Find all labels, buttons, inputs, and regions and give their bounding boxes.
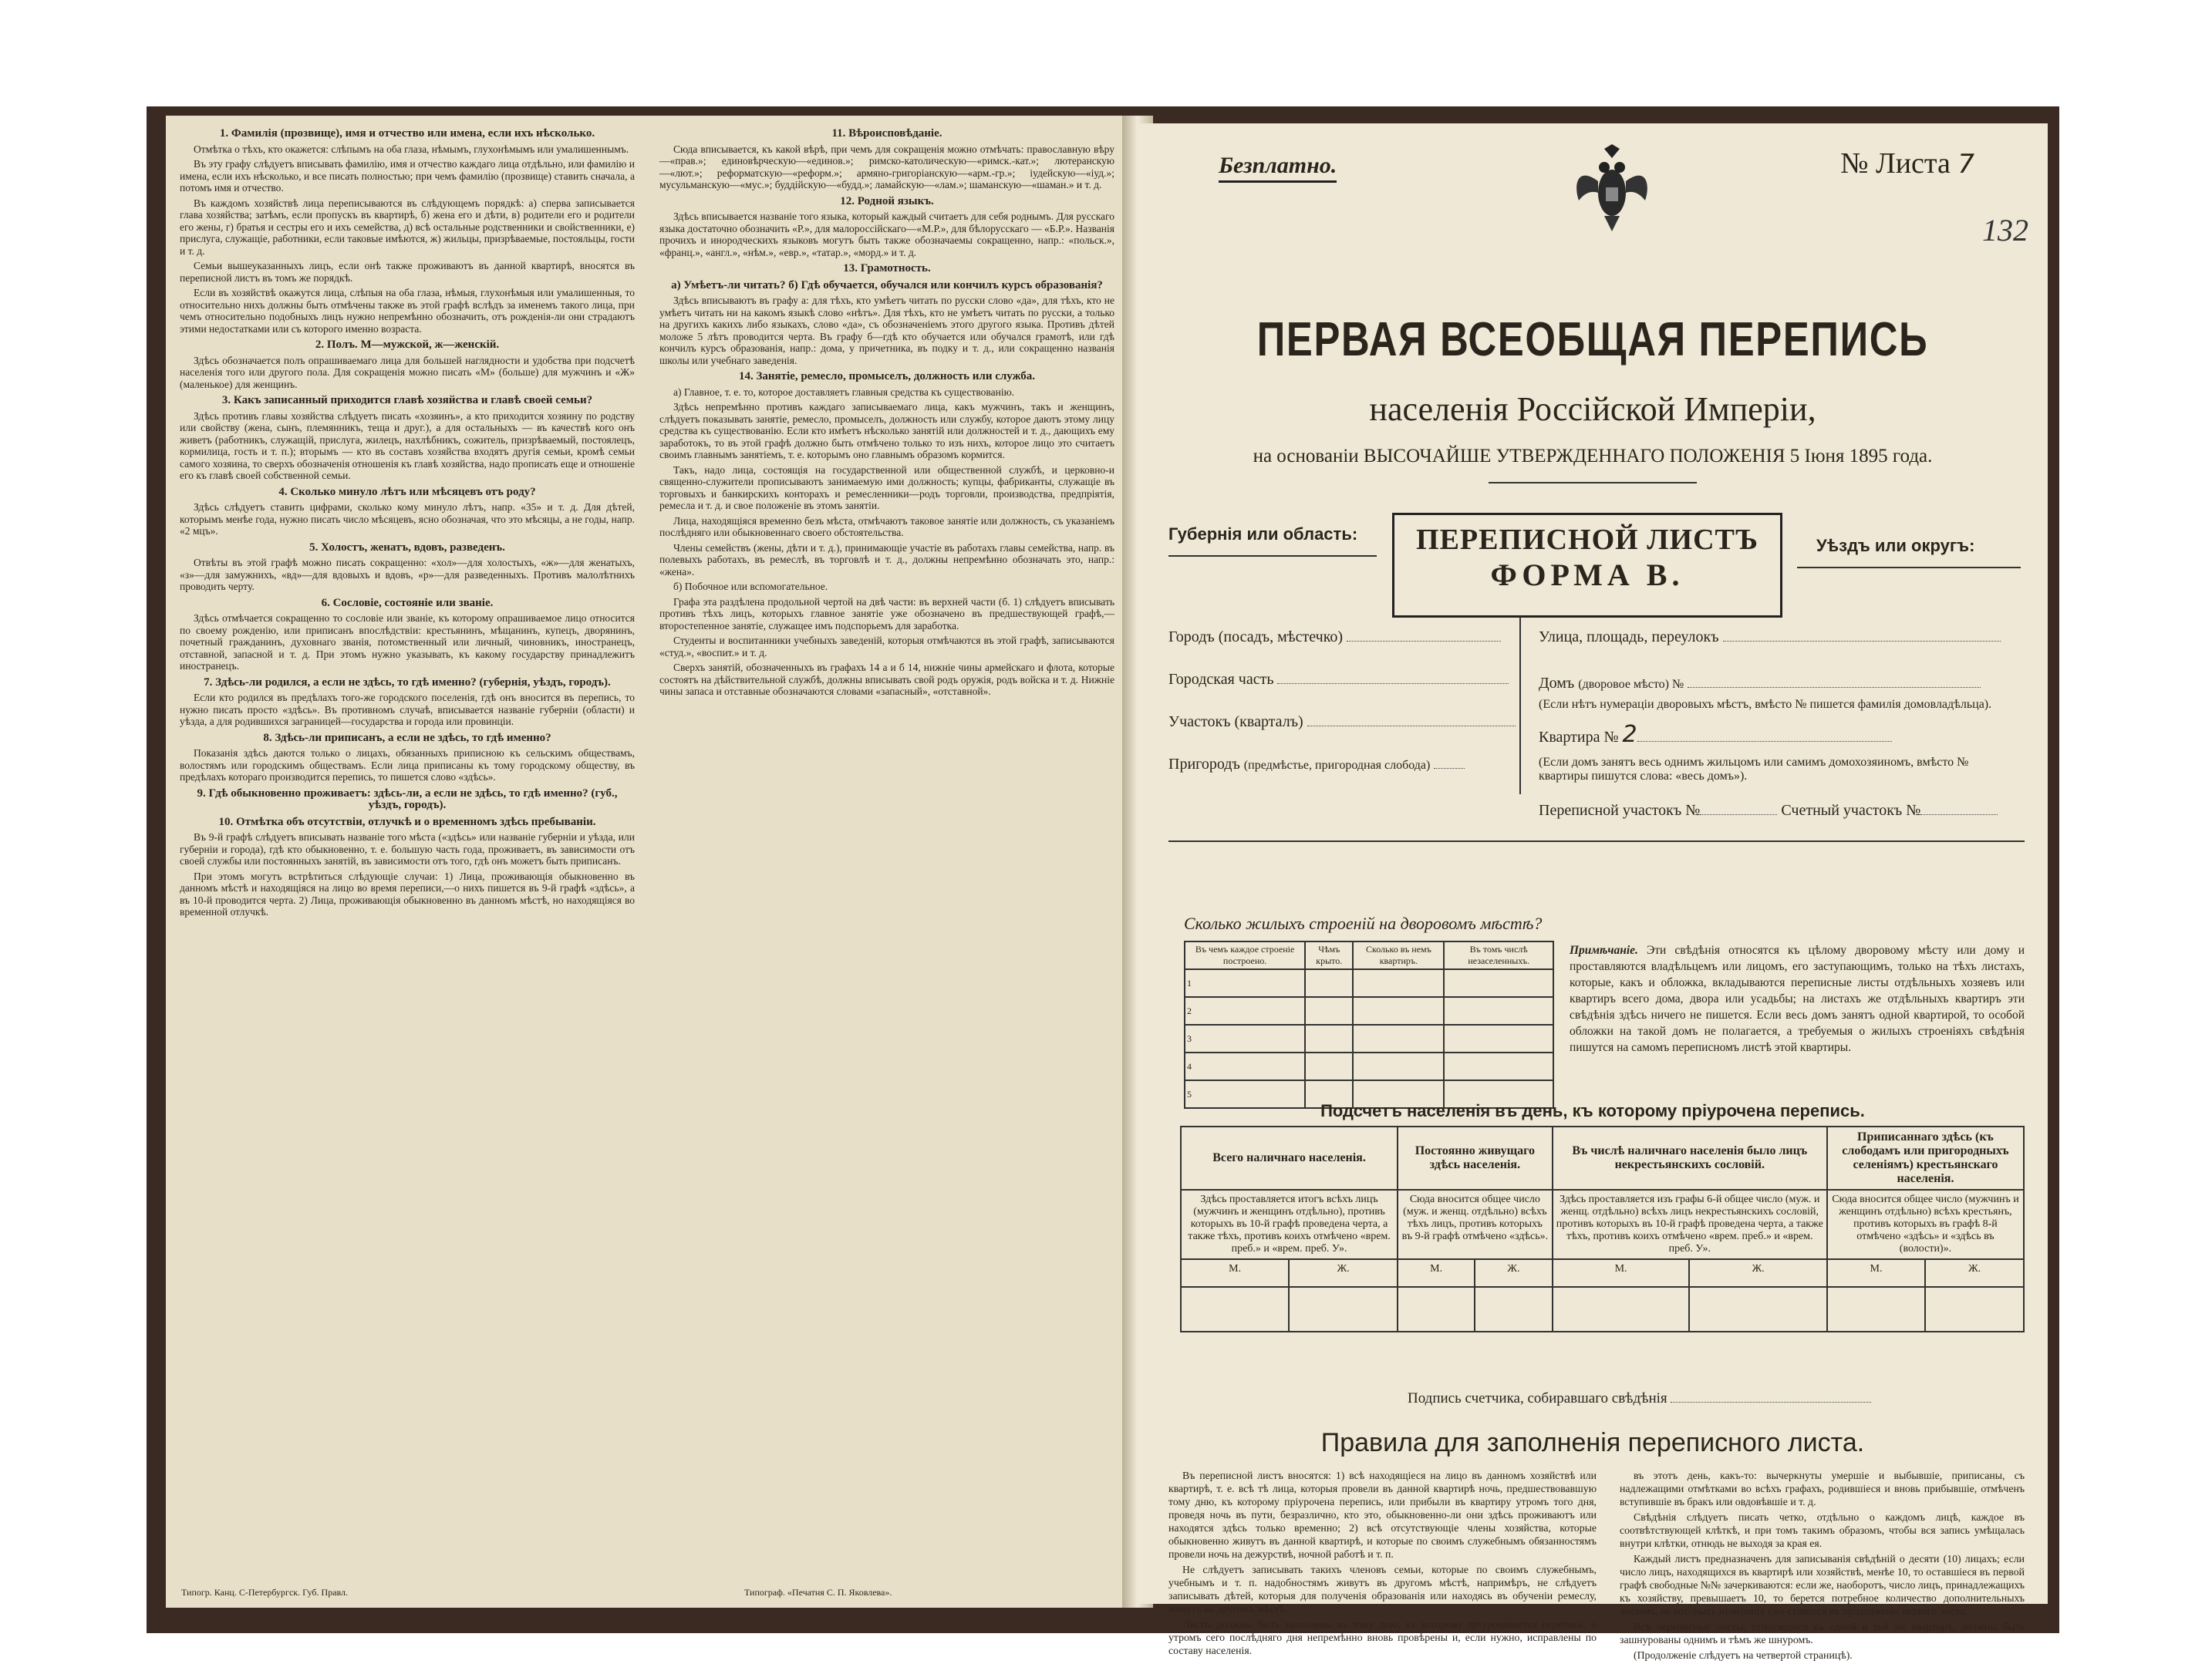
imperial-eagle-emblem bbox=[1570, 143, 1654, 239]
field-prig bbox=[1168, 756, 1465, 773]
rule-paragraph: Въ переписной листъ вносятся: 1) всѣ находящіеся на лицо въ данномъ хозяйствѣ или квартирѣ, т. е. всѣ тѣ лица, которыя провели въ данной квартирѣ ночь, предшествовавшую тому дню, къ которому пріурочена перепись, или прибыли въ квартиру утромъ того дня, проведя ночь въ пути, безразлично, кто это, обыкновенно-ли они здѣсь проживаютъ или находятся здѣсь только временно; 2) всѣ отсутствующіе члены хозяйства, которые обыкновенно живутъ въ данной квартирѣ, и которые по своимъ служебнымъ обязанностямъ провели ночь на дежурствѣ, ночной работѣ и т. п. bbox=[1168, 1470, 1597, 1560]
section-heading: 8. Здѣсь-ли приписанъ, а если не здѣсь, то гдѣ именно? bbox=[263, 731, 551, 744]
sheet-number bbox=[1840, 147, 1974, 180]
count-table bbox=[1180, 1126, 2025, 1332]
paragraph: Графа эта раздѣлена продольной чертой на двѣ части: въ верхней части (б. 1) слѣдуетъ вписывать противъ тѣхъ лицъ, которыхъ главное занятіе уже обозначено въ предшествующей графѣ,—второстепенное занятіе, служащее имъ подспорьемъ для заработка. bbox=[659, 595, 1114, 632]
t1-header-roof: Чѣмъ крыто. bbox=[1305, 941, 1353, 969]
address-divider bbox=[1519, 617, 1521, 794]
field-house bbox=[1539, 675, 1981, 692]
t2-header-total: Всего наличнаго населенія. bbox=[1181, 1127, 1398, 1190]
t2-desc-permanent: Сюда вносится общее число (муж. и женщ. отдѣльно) всѣхъ тѣхъ лицъ, противъ которыхъ въ 9-й графѣ отмѣчено «здѣсь». bbox=[1398, 1190, 1553, 1259]
uezd-label: Уѣздъ или округъ: bbox=[1816, 536, 1975, 555]
section-heading: 2. Полъ. М—мужской, ж—женскій. bbox=[315, 339, 500, 351]
paragraph: Отмѣтка о тѣхъ, кто окажется: слѣпымъ на оба глаза, нѣмымъ, глухонѣмымъ или умалишеннымъ. bbox=[194, 143, 629, 155]
row-number: 3 bbox=[1185, 1025, 1305, 1053]
t1-header-apts: Сколько въ немъ квартиръ. bbox=[1353, 941, 1444, 969]
paragraph: Сверхъ занятій, обозначенныхъ въ графахъ 14 а и б 14, нижніе чины армейскаго и флота, которые состоятъ на дѣйствительной службѣ, должны вписывать свой родъ оружія, родъ войска и т. д. Нижніе чины запаса и отставные обозначаются словами «запасный», «отставной». bbox=[659, 662, 1114, 697]
count-heading: Подсчетъ населенія въ день, къ которому пріурочена перепись. bbox=[1320, 1101, 1865, 1120]
right-page bbox=[1138, 123, 2048, 1661]
col-m: М. bbox=[1553, 1259, 1690, 1287]
note-block bbox=[1570, 942, 2025, 1056]
field-uch-label: Участокъ (кварталъ) bbox=[1168, 713, 1303, 730]
main-title: ПЕРВАЯ ВСЕОБЩАЯ ПЕРЕПИСЬ bbox=[1256, 313, 1929, 366]
col-zh: Ж. bbox=[1475, 1259, 1552, 1287]
col-m: М. bbox=[1181, 1259, 1289, 1287]
paragraph: б) Побочное или вспомогательное. bbox=[673, 581, 828, 592]
paragraph: Въ 9-й графѣ слѣдуетъ вписывать названіе того мѣста («здѣсь» или названіе губерніи и уѣзда, или губерніи и города), гдѣ кто обыкновенно, т. е. большую часть года, проживаетъ, въ зависимости отъ своей службы или постоянныхъ занятій, въ зависимости отъ того, гдѣ онъ можетъ быть приписанъ. bbox=[180, 831, 635, 867]
section-heading: 10. Отмѣтка объ отсутствіи, отлучкѣ и о временномъ здѣсь пребываніи. bbox=[218, 815, 596, 828]
paragraph: При этомъ могутъ встрѣтиться слѣдующіе случаи: 1) Лица, проживающія обыкновенно въ данномъ мѣстѣ и находящіяся на лицо во время переписи,—о нихъ пишется въ 9-й графѣ «здѣсь», а въ 10-й проводится черта. 2) Лица, проживающія обыкновенно въ данномъ мѣстѣ, но находящіяся во временной отлучкѣ. bbox=[180, 870, 635, 918]
table-row bbox=[1185, 1053, 1553, 1080]
form-letter: ФОРМА В. bbox=[1490, 557, 1684, 592]
field-house-label: Домъ bbox=[1539, 675, 1575, 692]
table-row bbox=[1185, 1025, 1553, 1053]
field-uch bbox=[1168, 713, 1516, 731]
field-prig-note: (предмѣстье, пригородная слобода) bbox=[1243, 759, 1431, 772]
col-m: М. bbox=[1398, 1259, 1475, 1287]
field-kv-note: (Если домъ занятъ весь однимъ жильцомъ или самимъ домохозяиномъ, вмѣсто № квартиры пишутся слова: «весь домъ»). bbox=[1539, 756, 1969, 783]
dwellings-table bbox=[1184, 941, 1554, 1109]
t1-header-built: Въ чемъ каждое строеніе построено. bbox=[1185, 941, 1305, 969]
field-street-label: Улица, площадь, переулокъ bbox=[1539, 628, 1719, 645]
decree-line: на основаніи ВЫСОЧАЙШЕ УТВЕРЖДЕННАГО ПОЛОЖЕНІЯ 5 Іюня 1895 года. bbox=[1253, 446, 1933, 467]
imprint-left: Типогр. Канц. С-Петербургск. Губ. Правл. bbox=[181, 1587, 349, 1598]
handwritten-number: 132 bbox=[1982, 213, 2028, 248]
section-heading: 1. Фамилія (прозвище), имя и отчество или имена, если ихъ нѣсколько. bbox=[219, 127, 595, 140]
imprint-right: Типограф. «Печатня С. П. Яковлева». bbox=[744, 1587, 892, 1598]
row-number: 2 bbox=[1185, 997, 1305, 1025]
paragraph: Въ эту графу слѣдуетъ вписывать фамилію, имя и отчество каждаго лица отдѣльно, или фамилію и имена, если ихъ нѣсколько, и все писать полностью; при чемъ фамилію (прозвище) ставить сначала, а потомъ имя и отчество. bbox=[180, 158, 635, 194]
field-perep bbox=[1539, 802, 1998, 820]
form-box bbox=[1392, 513, 1782, 618]
sheet-number-value: 7 bbox=[1957, 149, 1974, 180]
paragraph: Студенты и воспитанники учебныхъ заведеній, которыя отмѣчаются въ этой графѣ, записываются «студ.», «воспит.» и т. д. bbox=[659, 635, 1114, 659]
sheet-number-label: № Листа bbox=[1840, 147, 1951, 180]
paragraph: Здѣсь вписываютъ въ графу а: для тѣхъ, кто умѣетъ читать по русски слово «да», для тѣхъ, кто не умѣетъ читать ни на какомъ языкѣ слово «нѣтъ». Для тѣхъ, кто не умѣетъ читать по русски, а только на другихъ какихъ либо языкахъ, слово «да», съ обозначеніемъ этого другого языка. Противъ дѣтей моложе 5 лѣтъ проводится черта. Въ графу б—гдѣ кто обучается или обучался грамотѣ, или гдѣ кончилъ курсъ образованія, напр.: дома, у причетника, въ подку и т. д., или сокращенно названія школы или учебнаго заведенія. bbox=[659, 295, 1114, 366]
paragraph: Лица, находящіяся временно безъ мѣста, отмѣчаютъ таковое занятіе или должность, съ указаніемъ послѣдняго или обыкновеннаго своего обстоятельства. bbox=[659, 514, 1114, 538]
paragraph: Здѣсь вписывается названіе того языка, который каждый считаетъ для себя роднымъ. Для русскаго языка достаточно обозначить «Р.», для малороссійскаго—«М.Р.», для бѣлорусскаго — «Б.Р.». Названія прочихъ и инородческихъ языковъ могутъ быть также обозначаемы сокращенно, напр.: «польск.», «франц.», «англ.», «нѣм.», «евр.», «татар.», «морд.» и т. д. bbox=[659, 211, 1114, 258]
col-zh: Ж. bbox=[1925, 1259, 2024, 1287]
row-number: 4 bbox=[1185, 1053, 1305, 1080]
dwellings-question: Сколько жилыхъ строеній на дворовомъ мѣстѣ? bbox=[1184, 914, 1543, 933]
field-street bbox=[1539, 628, 2001, 646]
section-heading: 11. Вѣроисповѣданіе. bbox=[831, 127, 942, 140]
paragraph: Въ каждомъ хозяйствѣ лица переписываются въ слѣдующемъ порядкѣ: а) сперва записывается глава хозяйства; затѣмъ, если пропускъ въ квартирѣ, б) жена его и дѣти, в) родители его и родители его жены, г) братья и сестры его и ихъ семейства, д) всѣ остальные родственники и свойственники, е) прислуга, служащіе, работники, если таковые имѣются, ж) жильцы, призрѣваемые, постояльцы, гости и т. д. bbox=[180, 197, 635, 257]
col-m: М. bbox=[1827, 1259, 1925, 1287]
left-column-2 bbox=[659, 123, 1114, 701]
field-kv bbox=[1539, 721, 1892, 748]
table-row bbox=[1181, 1287, 2024, 1332]
section-heading: 14. Занятіе, ремесло, промыселъ, должность или служба. bbox=[738, 370, 1036, 382]
t2-header-nonpeasant: Въ числѣ наличнаго населенія было лицъ некрестьянскихъ сословій. bbox=[1553, 1127, 1827, 1190]
paragraph: Члены семействъ (жены, дѣти и т. д.), принимающіе участіе въ работахъ главы семейства, напр. въ полевыхъ работахъ, въ ремеслѣ, въ торговлѣ и т. д., должны непремѣнно обозначать это, напр.: «жена». bbox=[659, 541, 1114, 578]
field-perep-label: Переписной участокъ № bbox=[1539, 802, 1701, 819]
section-heading: 7. Здѣсь-ли родился, а если не здѣсь, то гдѣ именно? (губернія, уѣздъ, городъ). bbox=[204, 675, 611, 689]
col-zh: Ж. bbox=[1689, 1259, 1826, 1287]
t2-header-permanent: Постоянно живущаго здѣсь населенія. bbox=[1398, 1127, 1553, 1190]
field-part-label: Городская часть bbox=[1168, 671, 1274, 688]
t1-header-empty: Въ томъ числѣ незаселенныхъ. bbox=[1444, 941, 1553, 969]
rule-paragraph: (Продолженіе слѣдуетъ на четвертой страницѣ). bbox=[1634, 1649, 1853, 1661]
section-heading: 13. Грамотность. bbox=[843, 262, 931, 275]
paragraph: Если кто родился въ предѣлахъ того-же городского поселенія, гдѣ онъ вносится въ перепись, то нужно писать просто «здѣсь». Въ противномъ случаѣ, вписывается названіе губерніи (области) и уѣзда, а для родившихся заграницей—государства и города или провинціи. bbox=[180, 692, 635, 727]
note-label: Примѣчаніе. bbox=[1570, 944, 1638, 957]
rules-heading: Правила для заполненія переписного листа. bbox=[1320, 1428, 1865, 1457]
rules-column-1 bbox=[1168, 1469, 1597, 1659]
title-rule bbox=[1489, 482, 1697, 483]
left-column-1 bbox=[180, 123, 635, 921]
col-zh: Ж. bbox=[1289, 1259, 1398, 1287]
paragraph: Здѣсь противъ главы хозяйства слѣдуетъ писать «хозяинъ», а кто приходится хозяину по родству или свойству (жена, сынъ, племянникъ, теща и друг.), а для остальныхъ — въ качествѣ кого онъ живетъ (работникъ, служащій, прислуга, жилецъ, нахлѣбникъ, сожитель, призрѣваемый, постоялецъ, кормилица, гость и т. п.); вторымъ — кто въ составъ хозяйства входятъ другія семьи, кромѣ семьи самого хозяина, то сверхъ обозначенія отношенія къ главѣ хозяйства, надо прописать еще и отношеніе его къ главѣ своей собственной семьи. bbox=[180, 409, 635, 481]
rule-paragraph: Каждый листъ предназначенъ для записыванія свѣдѣній о десяти (10) лицахъ; если число лицъ, находящихся въ квартирѣ или хозяйствѣ, менѣе 10, то оставшіеся въ первой графѣ свободные №№ зачеркиваются: если же, наоборотъ, число лицъ, принадлежащихъ къ хозяйству, превышаетъ 10, то берется потребное количество дополнительныхъ листовъ, въ которыхъ нумерація уже ставится въ продолженіе перваго листа. bbox=[1620, 1553, 2025, 1617]
note-text: Эти свѣдѣнія относятся къ цѣлому дворовому мѣсту или дому и проставляются владѣльцемъ или лицомъ, его заступающимъ, только на тѣхъ листахъ, которые, какъ и обложка, вкладываются переписные листы отдѣльныхъ хозяевъ или квартиръ всего дома, двора или усадьбы; на листахъ же отдѣльныхъ квартиръ эти свѣдѣнія здѣсь ничего не пишется. Если весь домъ занятъ одной квартирой, то особой обложки на такой домъ не полагается, а требуемыя о жилыхъ строеніяхъ свѣдѣнія пишутся на самомъ переписномъ листѣ этой квартиры. bbox=[1570, 944, 2025, 1054]
left-page bbox=[166, 116, 1134, 1608]
paragraph: Отвѣты въ этой графѣ можно писать сокращенно: «хол»—для холостыхъ, «ж»—для женатыхъ, «з»—для замужнихъ, «вд»—для вдовыхъ и вдовъ, «р»—для разведенныхъ. Противъ малолѣтнихъ проводить черту. bbox=[180, 557, 635, 592]
section-heading: 6. Сословіе, состояніе или званіе. bbox=[321, 596, 494, 609]
t2-header-peasant: Приписаннаго здѣсь (къ слободамъ или пригородныхъ селеніямъ) крестьянскаго населенія. bbox=[1827, 1127, 2024, 1190]
paragraph: Семьи вышеуказанныхъ лицъ, если онѣ также проживаютъ въ данной квартирѣ, вносятся въ переписной листъ въ томъ же порядкѣ. bbox=[180, 260, 635, 284]
free-label: Безплатно. bbox=[1219, 153, 1337, 183]
field-schet-label: Счетный участокъ № bbox=[1781, 802, 1921, 819]
signature-label: Подпись счетчика, собиравшаго свѣдѣнія bbox=[1408, 1390, 1667, 1406]
rule-paragraph: Не слѣдуетъ записывать такихъ членовъ семьи, которые по своимъ служебнымъ, учебнымъ и т. п. надобностямъ живутъ въ другомъ мѣстѣ, напримѣръ, не слѣдуетъ записывать дѣтей, которыя для полученія образованія или находясь въ обученіи ремеслу, живутъ въ другомъ мѣстѣ. bbox=[1168, 1564, 1597, 1615]
field-city bbox=[1168, 628, 1501, 646]
t2-desc-nonpeasant: Здѣсь проставляется изъ графы 6-й общее число (муж. и женщ. отдѣльно) всѣхъ лицъ некрестьянскихъ сословій, противъ которыхъ въ 10-й графѣ проведена черта, а также тѣхъ, противъ коихъ отмѣчено «врем. преб.» и «врем. преб. У». bbox=[1553, 1190, 1827, 1259]
row-number: 5 bbox=[1185, 1080, 1305, 1108]
table-row bbox=[1185, 969, 1553, 997]
counter-signature bbox=[1408, 1390, 1871, 1407]
table-row bbox=[1185, 997, 1553, 1025]
subtitle: населенія Россійской Имперіи, bbox=[1369, 390, 1816, 428]
paragraph: Здѣсь отмѣчается сокращенно то сословіе или званіе, къ которому опрашиваемое лицо относится по своему рожденію, или приписанъ впослѣдствіи: крестьянинъ, мѣщанинъ, купецъ, дворянинъ, почетный гражданинъ, духовнаго званія, потомственный или личный, чиновникъ, иностранецъ, отставной, запасной и т. д. При этомъ нужно указывать, къ какому государству принадлежитъ иностранецъ. bbox=[180, 612, 635, 672]
rules-column-2 bbox=[1620, 1469, 2025, 1664]
province-label: Губернія или область: bbox=[1168, 524, 1358, 544]
field-kv-value: 2 bbox=[1622, 721, 1637, 748]
province-line bbox=[1168, 555, 1377, 557]
field-house-sm: (дворовое мѣсто) № bbox=[1578, 678, 1684, 691]
t2-desc-peasant: Сюда вносится общее число (мужчинъ и женщинъ отдѣльно) всѣхъ крестьянъ, противъ которыхъ въ графѣ 8-й отмѣчено «здѣсь» и «здѣсь въ (волости)». bbox=[1827, 1190, 2024, 1259]
rule-paragraph: Свѣдѣнія слѣдуетъ писать четко, отдѣльно о каждомъ лицѣ, каждое въ соотвѣтствующей клѣткѣ, и при томъ такимъ образомъ, чтобы вся запись умѣщалась внутри клѣтки, отнюдь не выходя за края ея. bbox=[1620, 1511, 2025, 1549]
uezd-line bbox=[1797, 567, 2021, 568]
rule-paragraph: Всѣ переписные листы, относящіеся къ одной и той же квартирѣ, должны быть зашнурованы однимъ и тѣмъ же шнуромъ. bbox=[1620, 1621, 2025, 1645]
section-heading: 9. Гдѣ обыкновенно проживаетъ: здѣсь-ли, а если не здѣсь, то гдѣ именно? (губ., уѣздъ, городъ). bbox=[197, 787, 618, 811]
section-heading: 3. Какъ записанный приходится главѣ хозяйства и главѣ своей семьи? bbox=[221, 394, 593, 406]
t2-desc-total: Здѣсь проставляется итогъ всѣхъ лицъ (мужчинъ и женщинъ отдѣльно), противъ которыхъ въ 10-й графѣ проведена черта, а также тѣхъ, противъ коихъ отмѣчено «врем. преб.» и «врем. преб. У». bbox=[1181, 1190, 1398, 1259]
field-kv-label: Квартира № bbox=[1539, 729, 1619, 746]
row-number: 1 bbox=[1185, 969, 1305, 997]
section-heading: 12. Родной языкъ. bbox=[840, 194, 934, 207]
section-heading: 5. Холостъ, женатъ, вдовъ, разведенъ. bbox=[309, 541, 505, 554]
paragraph: Такъ, надо лица, состоящія на государственной или общественной службѣ, и церковно-и священно-служители прописываютъ занимаемую ими должность; купцы, фабриканты, служащіе въ торговыхъ и банкирскихъ конторахъ и ремесленники—родъ торговли, производства, предпріятія, ремесла и т. д. и свое положеніе въ этомъ занятіи. bbox=[659, 463, 1114, 511]
field-prig-label: Пригородъ bbox=[1168, 756, 1240, 773]
paragraph: Здѣсь слѣдуетъ ставить цифрами, сколько кому минуло лѣтъ, напр. «35» и т. д. Для дѣтей, которымъ менѣе года, нужно писать число мѣсяцевъ, ясно обозначая, что это мѣсяцы, а не годы, напр. «2 мцъ». bbox=[180, 501, 635, 537]
paragraph: а) Главное, т. е. то, которое доставляетъ главныя средства къ существованію. bbox=[673, 386, 1015, 398]
section-heading: 4. Сколько минуло лѣтъ или мѣсяцевъ отъ роду? bbox=[278, 485, 536, 498]
field-city-label: Городъ (посадъ, мѣстечко) bbox=[1168, 628, 1344, 645]
paragraph: Показанія здѣсь даются только о лицахъ, обязанныхъ приписною къ сельскимъ обществамъ, волостямъ или городскимъ обществамъ. Если лица приписаны къ тому городскому обществу, въ предѣлахъ котораго производится перепись, то пишется слово «здѣсь». bbox=[180, 747, 635, 783]
rule-paragraph: Листы должны быть заполнены въ тому дню, къ которому пріурочивается перепись, и утромъ сего послѣдняго дня непремѣнно вновь провѣрены и, если нужно, исправлены по составу населенія. bbox=[1168, 1619, 1597, 1656]
section-rule-1 bbox=[1168, 840, 2025, 842]
paragraph: Здѣсь обозначается полъ опрашиваемаго лица для большей наглядности и удобства при подсчетѣ населенія того или другого пола. Для сокращенія можно писать «М» (больше) для мужчинъ и «Ж» (маленькое) для женщинъ. bbox=[180, 354, 635, 390]
field-part bbox=[1168, 671, 1509, 689]
form-title: ПЕРЕПИСНОЙ ЛИСТЪ bbox=[1416, 524, 1758, 556]
paragraph: Здѣсь непремѣнно противъ каждаго записываемаго лица, какъ мужчинъ, такъ и женщинъ, слѣдуетъ показывать занятіе, ремесло, промыселъ, должность или службу, которое даютъ этому лицу средства къ существованію. Если кто имѣетъ нѣсколько занятій или должностей и т. д., дающихъ ему заработокъ, то въ этой графѣ должно быть отмѣчено только то изъ нихъ, которое лицо это считаетъ своимъ главнымъ занятіемъ, т. е. которымъ оно главнымъ образомъ кормится. bbox=[659, 401, 1114, 460]
paragraph: Если въ хозяйствѣ окажутся лица, слѣпыя на оба глаза, нѣмыя, глухонѣмыя или умалишенныя, то относительно нихъ должны быть отмѣчены также въ этой графѣ вслѣдъ за именемъ такого лица, при чемъ относительно подобныхъ лицъ нужно непремѣнно обозначить, отъ рожденія-ли они страдаютъ этими недостатками или съ которого именно возраста. bbox=[180, 287, 635, 335]
paragraph: Сюда вписывается, къ какой вѣрѣ, при чемъ для сокращенія можно отмѣчать: православную вѣру—«прав.»; единовѣрческую—«единов.»; римско-католическую—«римск.-кат.»; лютеранскую—«лют.»; реформатскую—«реформ.»; армяно-григоріанскую—«арм.-гр.»; іудейскую—«іуд.»; мусульманскую—«мус.»; буддійскую—«будд.»; ламайскую—«лам.»; шаманскую—«шаман.» и т. д. bbox=[659, 143, 1114, 190]
field-house-note: (Если нѣтъ нумераціи дворовыхъ мѣстъ, вмѣсто № пишется фамилія домовладѣльца). bbox=[1539, 698, 1992, 711]
rule-paragraph: въ этотъ день, какъ-то: вычеркнуты умершіе и выбывшіе, приписаны, съ надлежащими отмѣтками во всѣхъ графахъ, родившіеся и вновь прибывшіе, отмѣченъ вступившіе въ бракъ или овдовѣвшіе и т. д. bbox=[1620, 1470, 2025, 1507]
section-heading: а) Умѣетъ-ли читать? б) Гдѣ обучается, обучался или кончилъ курсъ образованія? bbox=[671, 278, 1103, 291]
